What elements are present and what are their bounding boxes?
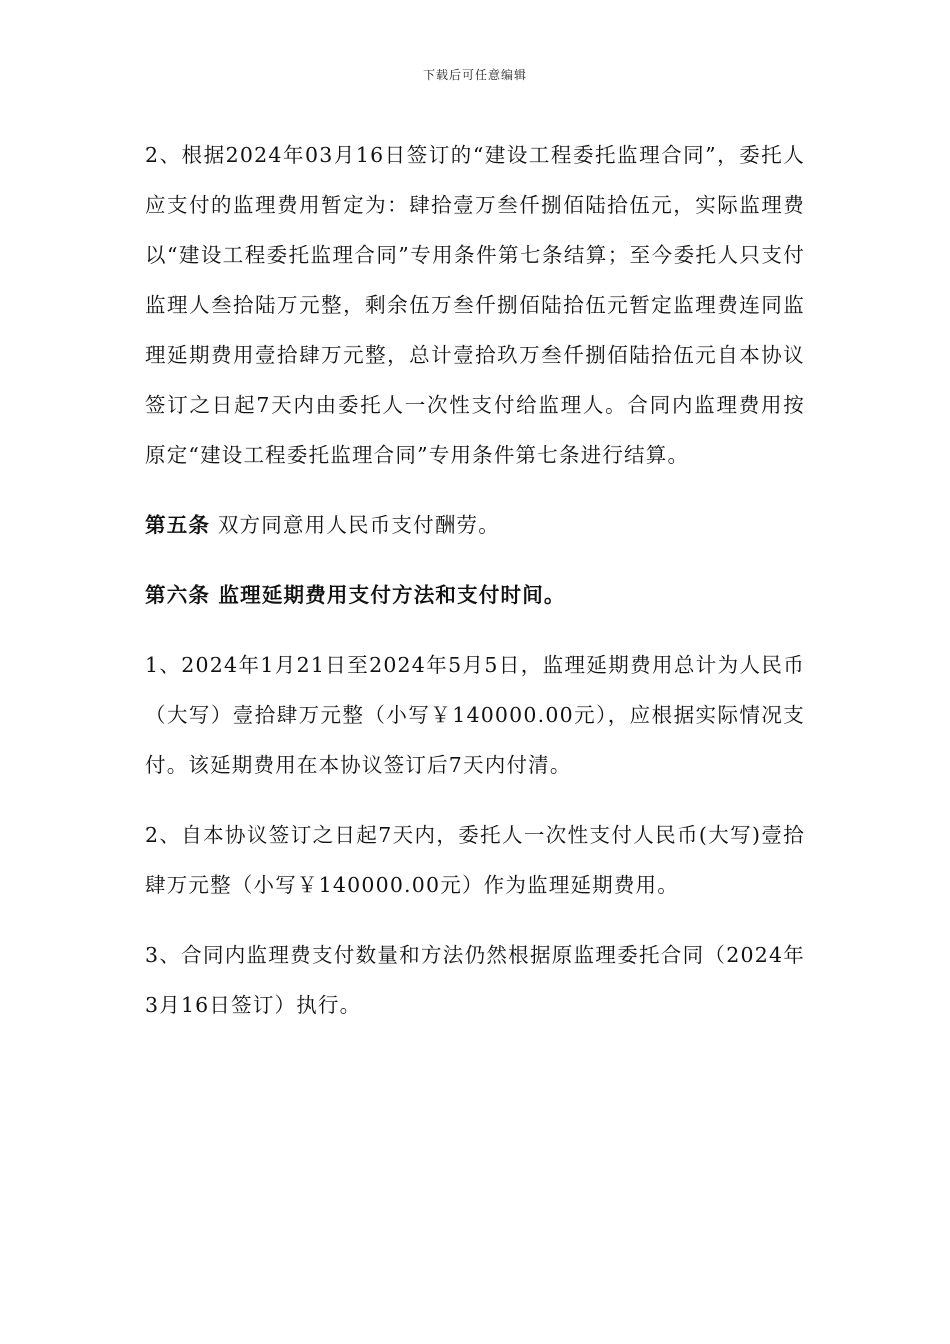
article-5-heading: 第五条 (145, 513, 211, 537)
document-body (145, 130, 805, 1030)
article-6-item-2: 2、自本协议签订之日起7天内，委托人一次性支付人民币(大写)壹拾肆万元整（小写￥140000.00元）作为监理延期费用。 (145, 823, 805, 897)
header-note: 下载后可任意编辑 (422, 68, 527, 82)
article-6-item-1: 1、2024年1月21日至2024年5月5日，监理延期费用总计为人民币（大写）壹拾肆万元整（小写￥140000.00元），应根据实际情况支付。该延期费用在本协议签订后7天内付清。 (145, 653, 805, 777)
article-5-text: 双方同意用人民币支付酬劳。 (210, 513, 500, 537)
article-6-item-3: 3、合同内监理费支付数量和方法仍然根据原监理委托合同（2024年3月16日签订）执行。 (145, 943, 805, 1017)
paragraph-payment-clause-2: 2、根据2024年03月16日签订的“建设工程委托监理合同”，委托人应支付的监理费用暂定为：肆拾壹万叁仟捌佰陆拾伍元，实际监理费以“建设工程委托监理合同”专用条件第七条结算；至今委托人只支付监理人叁拾陆万元整，剩余伍万叁仟捌佰陆拾伍元暂定监理费连同监理延期费用壹拾肆万元整，总计壹拾玖万叁仟捌佰陆拾伍元自本协议签订之日起7天内由委托人一次性支付给监理人。合同内监理费用按原定“建设工程委托监理合同”专用条件第七条进行结算。 (145, 143, 805, 467)
article-6-heading: 第六条 监理延期费用支付方法和支付时间。 (145, 583, 566, 607)
article-5 (145, 500, 805, 550)
